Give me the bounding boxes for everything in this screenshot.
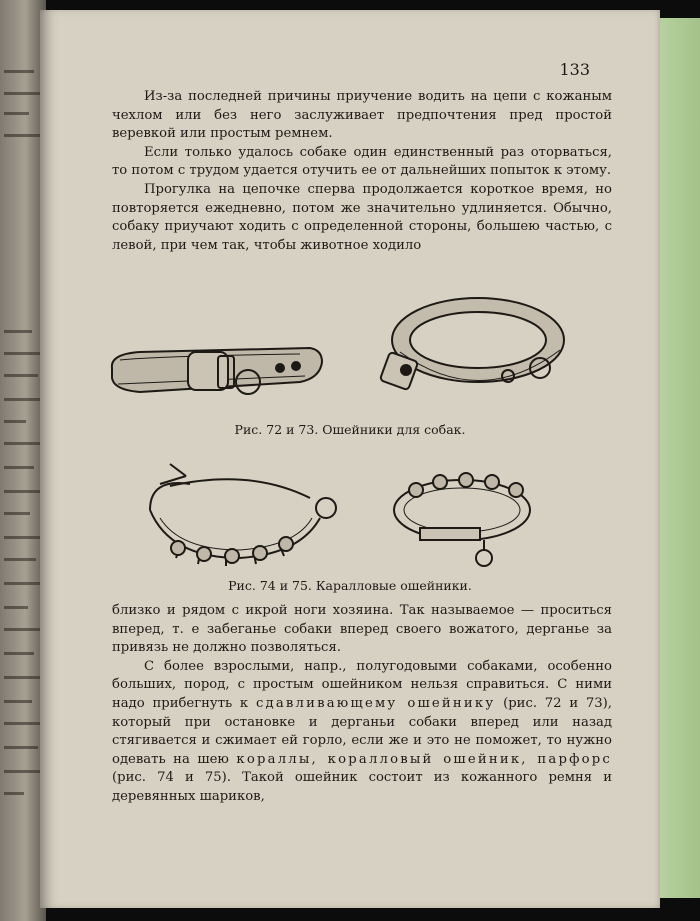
collar-73-illustration: [380, 298, 564, 390]
text-run: С более взрослыми, напр., полугодовыми собаками, особенно больших, пород, с простым ошейником нельзя справиться. С ними надо прибегнуть к: [112, 658, 612, 711]
text-block-top: [112, 88, 612, 255]
coral-collar-75-illustration: [394, 473, 530, 566]
spaced-term: сдавливающему ошейнику: [255, 695, 496, 711]
figure-caption: Рис. 72 и 73. Ошейники для собак.: [234, 422, 466, 437]
text-block-bottom: [112, 602, 612, 807]
spaced-term: кораллы, коралловый ошейник, парфорс: [236, 751, 612, 767]
page-number: 133: [559, 60, 590, 79]
figure-collars-72-73: [100, 290, 580, 420]
paragraph: близко и рядом с икрой ноги хозяина. Так называемое — проситься вперед, т. е забеганье собаки вперед своего вожатого, дерганье за привязь не должно позволяться.: [112, 603, 612, 656]
book-page: [40, 10, 660, 908]
figure-caption: Рис. 74 и 75. Каралловые ошейники.: [228, 578, 472, 593]
paragraph: Если только удалось собаке один единственный раз оторваться, то потом с трудом удается отучить ее от дальнейших попыток к этому.: [112, 144, 612, 179]
collar-72-illustration: [112, 348, 322, 394]
paragraph: Из-за последней причины приучение водить на цепи с кожаным чехлом или без него заслуживает предпочтения пред простой веревкой или простым ремнем.: [112, 89, 612, 142]
book-cover-edge: [655, 18, 700, 898]
figure-coral-collars-74-75: [130, 458, 550, 578]
coral-collar-74-illustration: [150, 464, 336, 566]
text-run: (рис. 74 и 75). Такой ошейник состоит из кожанного ремня и деревянных шариков,: [112, 770, 612, 804]
text-run: (рис. 72 и 73), который при остановке и дерганьи собаки вперед или назад стягивается и сжимает ей горло, если же и это не поможет, то нужно одевать на шею: [112, 695, 613, 767]
paragraph: Прогулка на цепочке сперва продолжается короткое время, но повторяется ежедневно, потом же значительно удлиняется. Обычно, собаку приучают ходить с определенной стороны, большею частью, с левой, при чем так, чтобы животное ходило: [112, 181, 612, 253]
paragraph: [112, 658, 612, 807]
